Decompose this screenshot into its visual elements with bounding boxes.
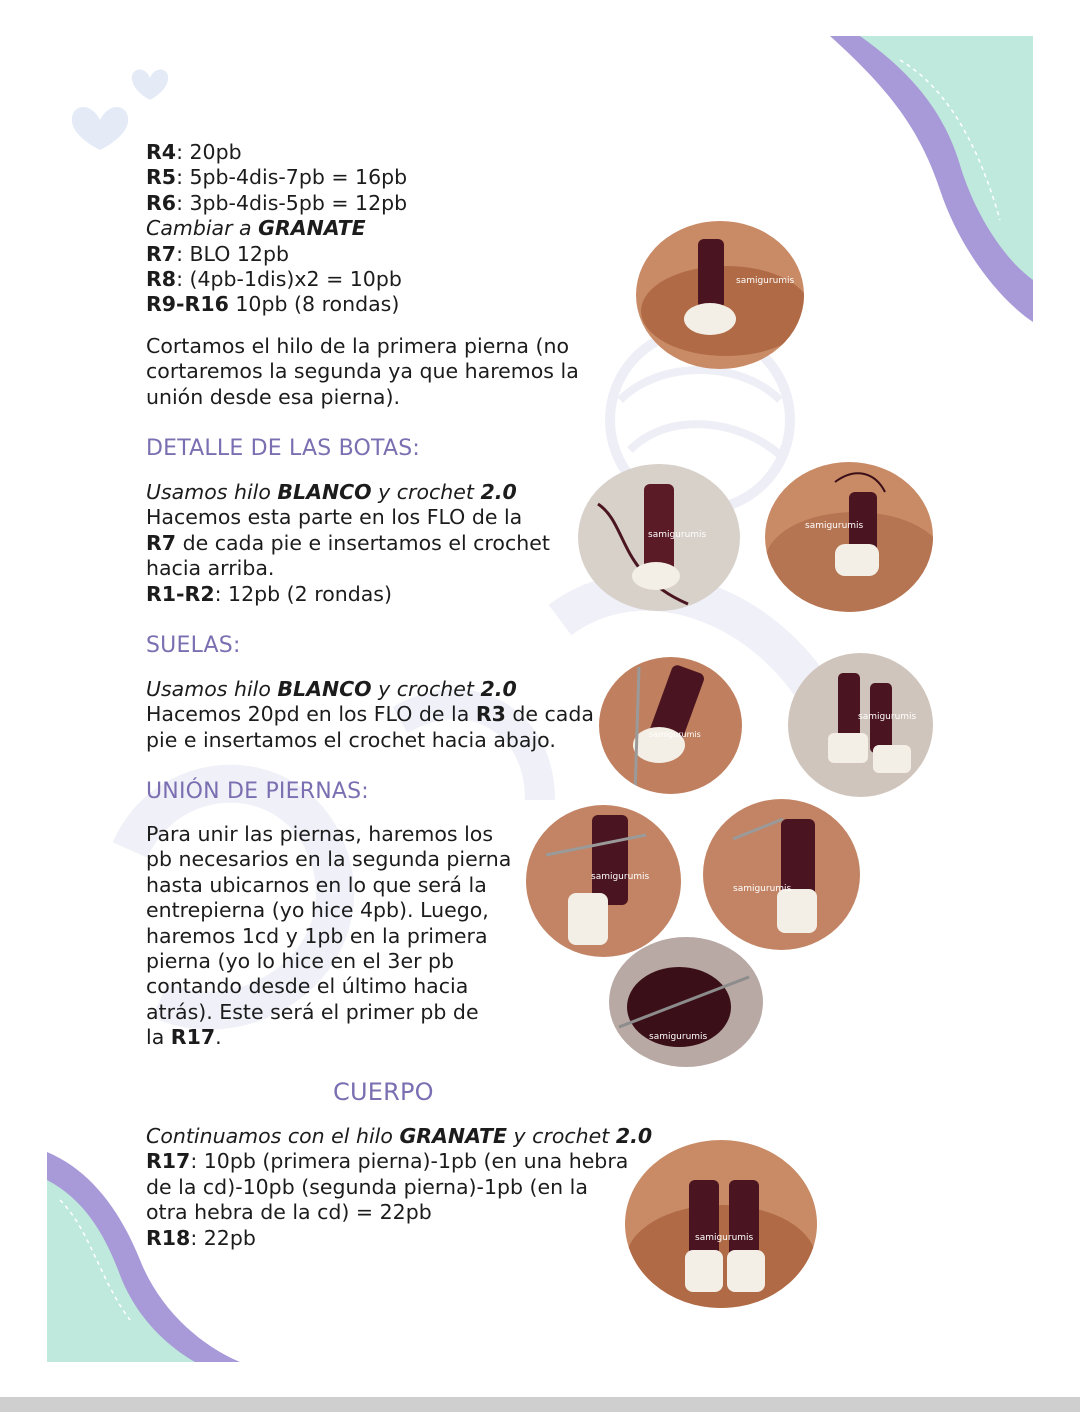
svg-text:samigurumis: samigurumis <box>858 712 917 722</box>
cut-yarn-paragraph: Cortamos el hilo de la primera pierna (no cortaremos la segunda ya que haremos la unión desde esa pierna). <box>146 334 579 409</box>
photo-leg-single <box>636 221 804 369</box>
watermark-label: samigurumis <box>736 276 795 286</box>
photo-sole-2 <box>788 653 933 797</box>
heading-botas: DETALLE DE LAS BOTAS: <box>146 436 421 461</box>
photo-cuerpo <box>625 1140 817 1308</box>
union-instructions: Para unir las piernas, haremos los pb necesarios en la segunda pierna hasta ubicarnos en lo que será la entrepierna (yo hice 4pb). Luego, haremos 1cd y 1pb en la primera pierna (yo lo hice en el 3er pb contando desde el último hacia atrás). Este será el primer pb de la R17. <box>146 822 512 1050</box>
round-r6: R6: 3pb-4dis-5pb = 12pb <box>146 190 408 215</box>
suelas-instructions: Usamos hilo BLANCO y crochet 2.0 Hacemos 20pd en los FLO de la R3 de cada pie e insertamos el crochet hacia abajo. <box>146 677 594 752</box>
round-r7: R7: BLO 12pb <box>146 241 290 266</box>
heading-suelas: SUELAS: <box>146 633 241 658</box>
svg-text:samigurumis: samigurumis <box>695 1233 754 1243</box>
change-color-note: Cambiar a GRANATE <box>146 216 366 241</box>
svg-text:samigurumis: samigurumis <box>805 521 864 531</box>
heading-union: UNIÓN DE PIERNAS: <box>146 779 369 804</box>
round-r9-r16: R9-R16 10pb (8 rondas) <box>146 292 400 317</box>
photo-join-2 <box>703 799 860 950</box>
cuerpo-instructions: Continuamos con el hilo GRANATE y crochet 2.0 R17: 10pb (primera pierna)-1pb (en una hebra de la cd)-10pb (segunda pierna)-1pb (en la otra hebra de la cd) = 22pb R18: 22pb <box>146 1124 653 1250</box>
botas-instructions: Usamos hilo BLANCO y crochet 2.0 Hacemos esta parte en los FLO de la R7 de cada pie e insertamos el crochet hacia arriba. R1-R2: 12pb (2 rondas) <box>146 480 550 606</box>
svg-text:samigurumis: samigurumis <box>649 1032 708 1042</box>
heading-cuerpo: CUERPO <box>333 1078 434 1106</box>
svg-text:samigurumis: samigurumis <box>591 872 650 882</box>
photo-boot-detail-1 <box>578 464 740 611</box>
round-r8: R8: (4pb-1dis)x2 = 10pb <box>146 267 402 292</box>
bottom-bar <box>0 1397 1080 1412</box>
photo-sole-1 <box>599 657 742 794</box>
round-r5: R5: 5pb-4dis-7pb = 16pb <box>146 165 408 190</box>
rounds-list <box>146 140 407 318</box>
photo-boot-detail-2 <box>765 462 933 612</box>
svg-text:samigurumis: samigurumis <box>649 730 701 739</box>
photo-join-3 <box>609 937 763 1067</box>
photo-join-1 <box>526 805 681 957</box>
svg-text:samigurumis: samigurumis <box>648 530 707 540</box>
svg-text:samigurumis: samigurumis <box>733 884 792 894</box>
round-r4: R4: 20pb <box>146 140 242 164</box>
